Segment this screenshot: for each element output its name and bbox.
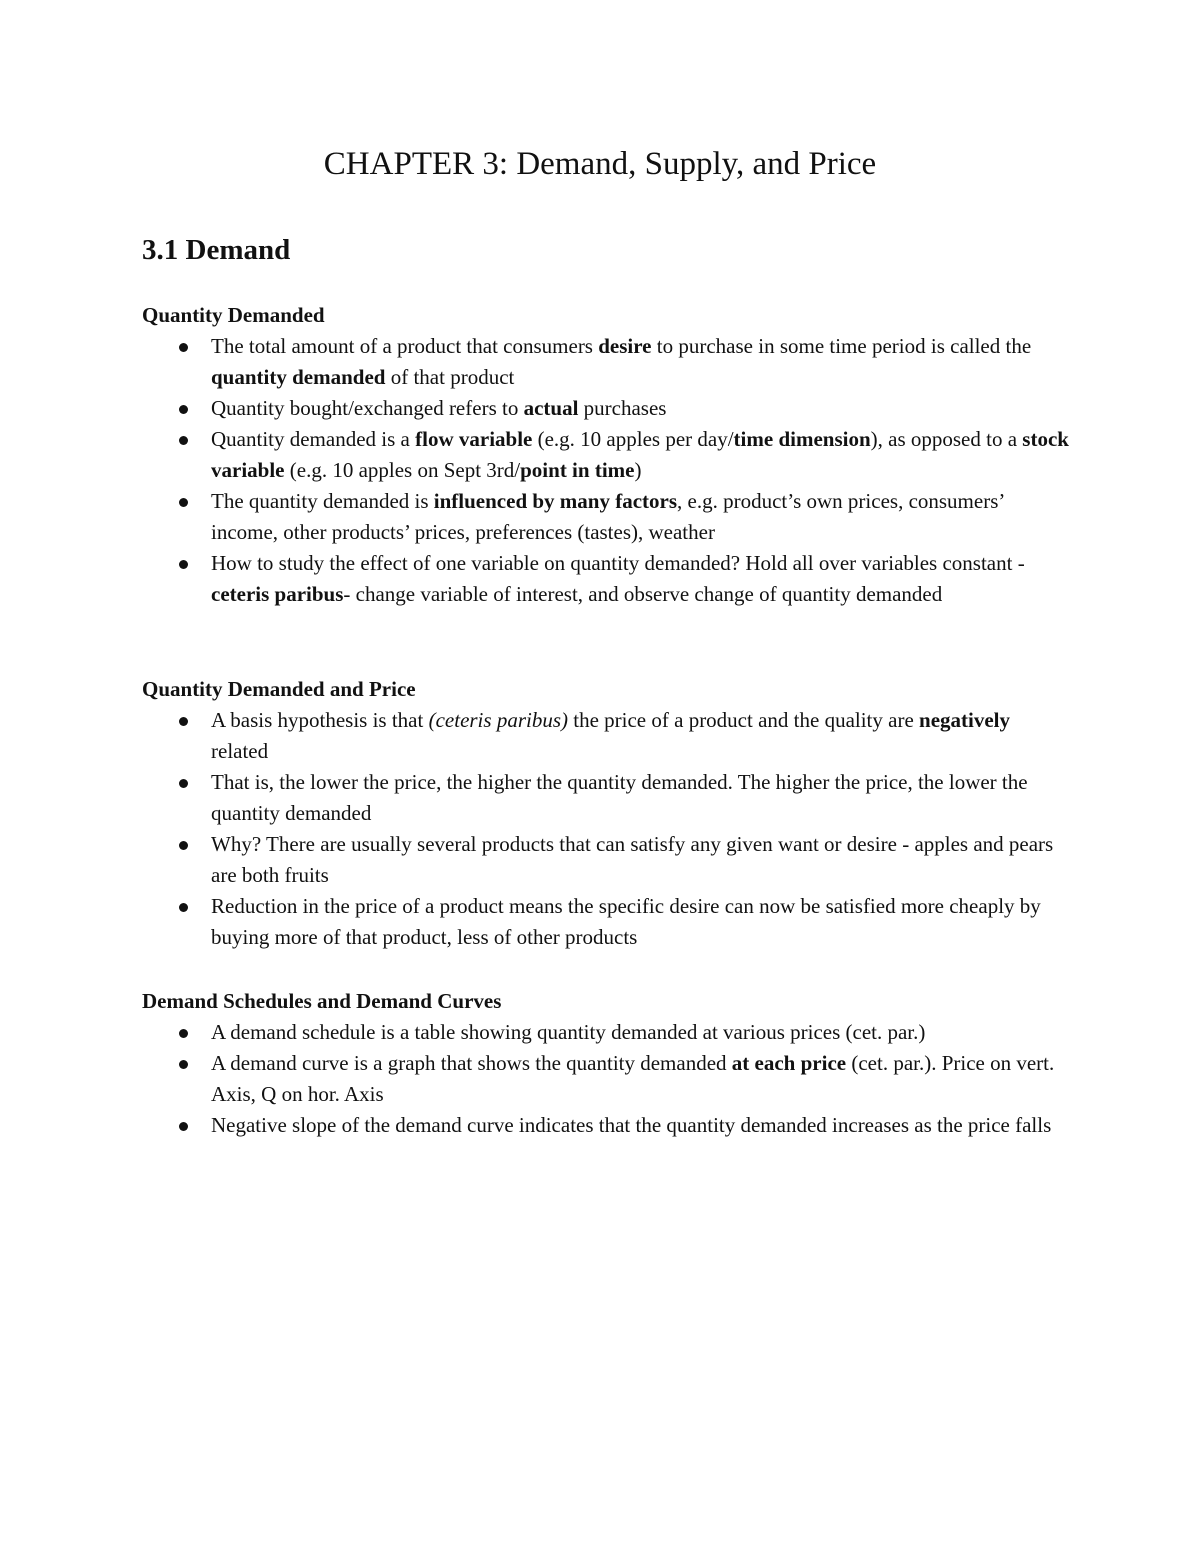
bullet-icon (179, 1029, 188, 1038)
bullet-item (142, 486, 1072, 548)
text-run: ), as opposed to a (870, 427, 1023, 451)
text-run: The quantity demanded is (211, 489, 434, 513)
subsection-heading: Quantity Demanded (142, 303, 325, 327)
text-run: (e.g. 10 apples on Sept 3rd/ (284, 458, 521, 482)
bullet-icon (179, 498, 188, 507)
text-run: Quantity bought/exchanged refers to (211, 396, 524, 420)
bullet-item (142, 767, 1072, 829)
bold-term: ceteris paribus (211, 582, 344, 606)
bullet-icon (179, 343, 188, 352)
bold-term: desire (598, 334, 652, 358)
bold-term: flow variable (415, 427, 533, 451)
page-title: CHAPTER 3: Demand, Supply, and Price (323, 146, 877, 182)
bullet-item (142, 548, 1072, 610)
text-run: How to study the effect of one variable on quantity demanded? Hold all over variables constant - (211, 551, 1025, 575)
bullet-item (142, 331, 1072, 393)
bullet-icon (179, 1060, 188, 1069)
bullet-item (142, 891, 1072, 953)
bullet-item (142, 1048, 1072, 1110)
bold-term: at each price (731, 1051, 847, 1075)
subsection-demand-schedules-and-curves (142, 986, 1072, 1141)
bullet-list (142, 705, 1072, 953)
text-run: to purchase in some time period is called the (651, 334, 1032, 358)
bold-term: stock variable (211, 427, 1069, 482)
text-run: A demand curve is a graph that shows the quantity demanded (211, 1051, 732, 1075)
bullet-item (142, 829, 1072, 891)
text-run: purchases (578, 396, 667, 420)
text-run: , e.g. product’s own prices, consumers’ income, other products’ prices, preferences (tastes), weather (211, 489, 1004, 544)
subsection-quantity-demanded (142, 300, 1072, 610)
text-run: Reduction in the price of a product means the specific desire can now be satisfied more cheaply by buying more of that product, less of other products (211, 894, 1041, 949)
bold-term: influenced by many factors (433, 489, 678, 513)
bold-term: time dimension (733, 427, 871, 451)
bullet-icon (179, 779, 188, 788)
bullet-item (142, 424, 1072, 486)
text-run: related (211, 739, 269, 763)
bold-term: actual (523, 396, 579, 420)
bold-term: negatively (919, 708, 1011, 732)
subsection-heading: Demand Schedules and Demand Curves (142, 989, 502, 1013)
bullet-item (142, 705, 1072, 767)
bullet-icon (179, 903, 188, 912)
text-run: (e.g. 10 apples per day/ (532, 427, 734, 451)
bullet-icon (179, 560, 188, 569)
bullet-icon (179, 1122, 188, 1131)
subsection-quantity-demanded-and-price (142, 674, 1072, 953)
text-run: The total amount of a product that consumers (211, 334, 599, 358)
text-run: That is, the lower the price, the higher the quantity demanded. The higher the price, the lower the quantity demanded (211, 770, 1028, 825)
text-run: Quantity demanded is a (211, 427, 416, 451)
bullet-icon (179, 405, 188, 414)
text-run: A basis hypothesis is that (211, 708, 429, 732)
bullet-icon (179, 436, 188, 445)
bullet-item (142, 1110, 1072, 1141)
italic-term: (ceteris paribus) (428, 708, 568, 732)
bullet-list (142, 1017, 1072, 1141)
bullet-list (142, 331, 1072, 610)
section-heading: 3.1 Demand (142, 234, 291, 266)
bold-term: point in time (520, 458, 635, 482)
bold-term: quantity demanded (211, 365, 386, 389)
text-run: the price of a product and the quality are (568, 708, 920, 732)
bullet-item (142, 1017, 1072, 1048)
bullet-icon (179, 717, 188, 726)
text-run: A demand schedule is a table showing quantity demanded at various prices (cet. par.) (211, 1020, 926, 1044)
text-run: ) (634, 458, 642, 482)
text-run: (cet. par.). Price on vert. Axis, Q on hor. Axis (211, 1051, 1055, 1106)
subsection-heading: Quantity Demanded and Price (142, 677, 416, 701)
bullet-icon (179, 841, 188, 850)
bullet-item (142, 393, 1072, 424)
text-run: - change variable of interest, and observe change of quantity demanded (343, 582, 943, 606)
text-run: Negative slope of the demand curve indicates that the quantity demanded increases as the price falls (211, 1113, 1052, 1137)
text-run: of that product (385, 365, 515, 389)
text-run: Why? There are usually several products that can satisfy any given want or desire - apples and pears are both fruits (211, 832, 1054, 887)
